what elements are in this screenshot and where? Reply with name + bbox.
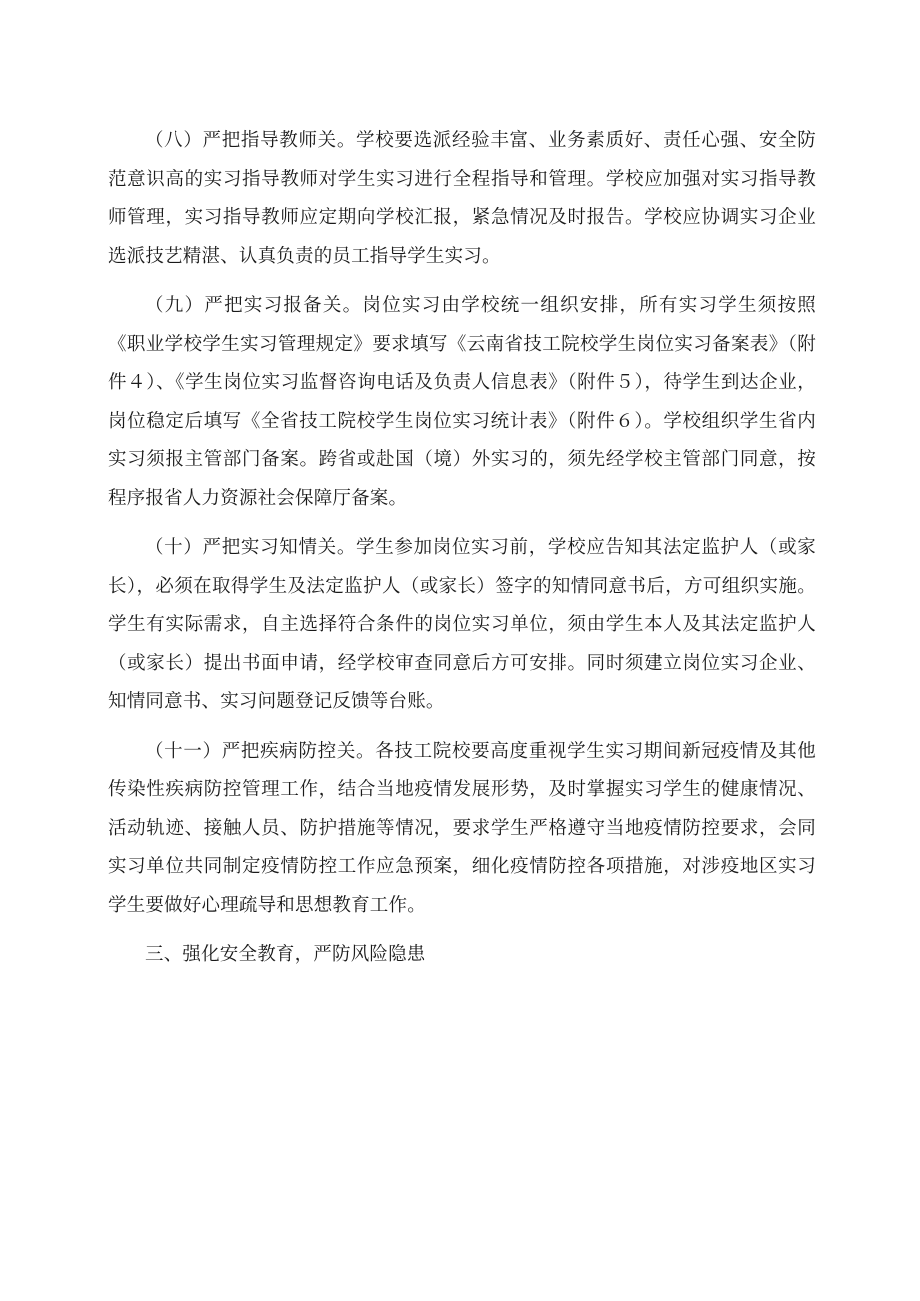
section-heading: 三、强化安全教育，严防风险隐患 (145, 944, 426, 965)
paragraph-disease-prevention: （十一）严把疾病防控关。各技工院校要高度重视学生实习期间新冠疫情及其他传染性疾病防控管理工作，结合当地疫情发展形势，及时掌握实习学生的健康情况、活动轨迹、接触人员、防护措施等情况，要求学生严格遵守当地疫情防控要求，会同实习单位共同制定疫情防控工作应急预案，细化疫情防控各项措施，对涉疫地区实习学生要做好心理疏导和思想教育工作。 (108, 740, 816, 916)
paragraph-informed-consent: （十）严把实习知情关。学生参加岗位实习前，学校应告知其法定监护人（或家长），必须在取得学生及法定监护人（或家长）签字的知情同意书后，方可组织实施。学生有实际需求，自主选择符合条件的岗位实习单位，须由学生本人及其法定监护人（或家长）提出书面申请，经学校审查同意后方可安排。同时须建立岗位实习企业、知情同意书、实习问题登记反馈等台账。 (108, 537, 816, 712)
paragraph-internship-filing: （九）严把实习报备关。岗位实习由学校统一组织安排，所有实习学生须按照《职业学校学生实习管理规定》要求填写《云南省技工院校学生岗位实习备案表》（附件４）、《学生岗位实习监督咨询电话及负责人信息表》（附件５），待学生到达企业，岗位稳定后填写《全省技工院校学生岗位实习统计表》（附件６）。学校组织学生省内实习须报主管部门备案。跨省或赴国（境）外实习的，须先经学校主管部门同意，按程序报省人力资源社会保障厅备案。 (108, 295, 816, 509)
paragraph-guidance-teachers: （八）严把指导教师关。学校要选派经验丰富、业务素质好、责任心强、安全防范意识高的实习指导教师对学生实习进行全程指导和管理。学校应加强对实习指导教师管理，实习指导教师应定期向学校汇报，紧急情况及时报告。学校应协调实习企业选派技艺精湛、认真负责的员工指导学生实习。 (108, 130, 816, 267)
document-body (108, 122, 816, 975)
